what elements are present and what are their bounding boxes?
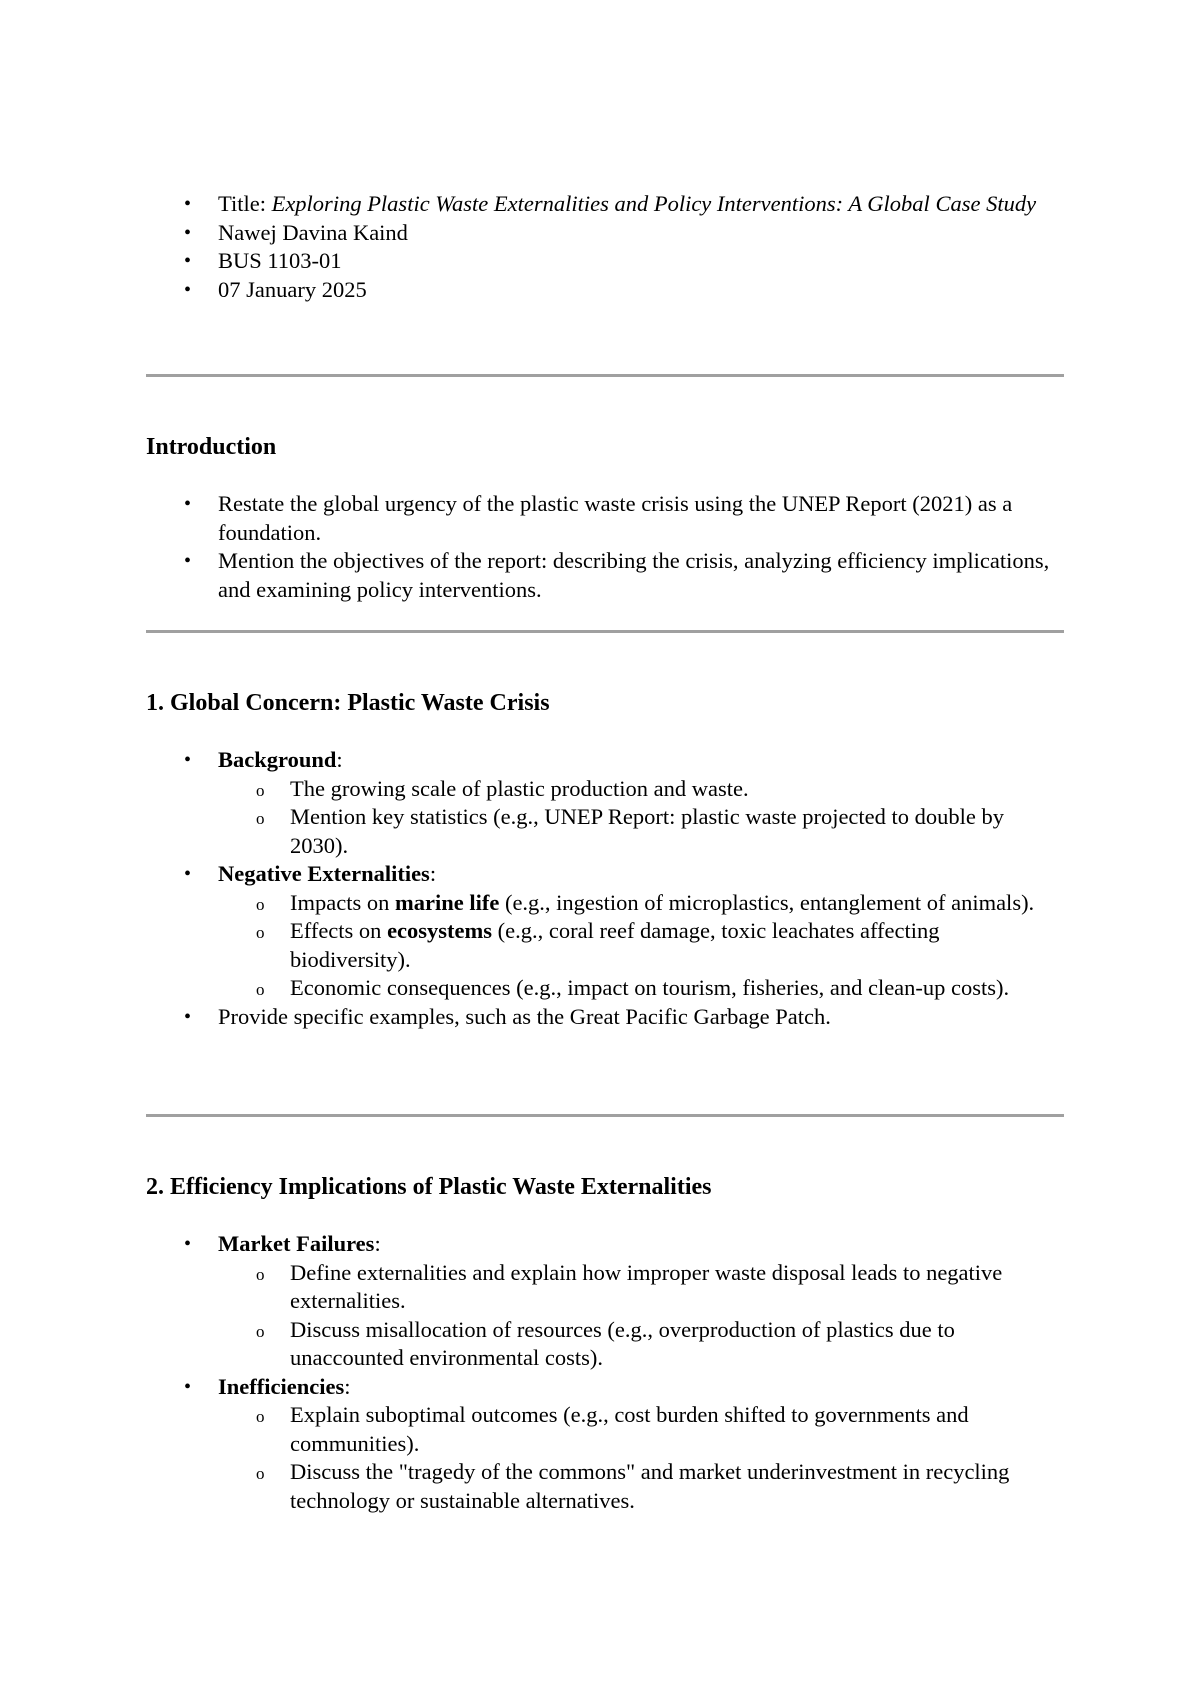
bullet-icon: • xyxy=(184,1233,192,1255)
sub-list-item-text: The growing scale of plastic production and waste. xyxy=(290,775,749,801)
header-date-item xyxy=(146,276,1064,305)
list-item xyxy=(146,490,1064,547)
sub-bullet-icon: o xyxy=(256,809,265,828)
sub-bullet-icon: o xyxy=(256,1407,265,1426)
sub-list-item-text: Mention key statistics (e.g., UNEP Report: plastic waste projected to double by 2030). xyxy=(290,804,1005,858)
bullet-icon: • xyxy=(184,221,192,244)
bullet-icon: • xyxy=(184,493,192,515)
bullet-icon: • xyxy=(184,863,192,885)
market-sublist xyxy=(146,1259,1064,1373)
sub-list-item xyxy=(146,803,1064,860)
header-title-item xyxy=(146,190,1064,219)
list-item: • Background: o The growing scale of plastic production and waste. o Mention key statistics (e.g., UNEP Report: plastic waste projected to double by 2030). xyxy=(146,746,1064,860)
section2-heading: 2. Efficiency Implications of Plastic Waste Externalities xyxy=(146,1174,712,1200)
inefficiencies-sublist xyxy=(146,1401,1064,1515)
author-name: Nawej Davina Kaind xyxy=(218,219,408,245)
bullet-icon: • xyxy=(184,1005,192,1028)
sub-bullet-icon: o xyxy=(256,894,265,914)
sub-list-item-text: Discuss the "tragedy of the commons" and market underinvestment in recycling technology or sustainable alternatives. xyxy=(290,1459,1010,1513)
list-item-text: Mention the objectives of the report: describing the crisis, analyzing efficiency implications, and examining policy interventions. xyxy=(218,548,1050,602)
header-list xyxy=(146,190,1064,304)
list-item: • Inefficiencies: o Explain suboptimal outcomes (e.g., cost burden shifted to governments and communities). o Discuss the "tragedy of the commons" and market underinvestment in recycling technology or sustainable alternatives. xyxy=(146,1373,1064,1516)
list-item xyxy=(146,1003,1064,1032)
bullet-icon: • xyxy=(184,250,192,272)
list-item-text: Provide specific examples, such as the Great Pacific Garbage Patch. xyxy=(218,1003,831,1029)
negative-sublist xyxy=(146,889,1064,1003)
bullet-icon: • xyxy=(184,278,192,301)
list-item-text: Restate the global urgency of the plastic waste crisis using the UNEP Report (2021) as a foundation. xyxy=(218,491,1013,545)
sub-bullet-icon: o xyxy=(256,980,265,999)
bullet-icon: • xyxy=(184,550,192,572)
sub-bullet-icon: o xyxy=(256,1464,265,1483)
list-item: • Negative Externalities: o Impacts on marine life (e.g., ingestion of microplastics, entanglement of animals). o Effects on ecosystems (e.g., coral reef damage, toxic leachates affecting biodiversity). o Economic consequences (e.g., impact on tourism, fisheries, and clean-up costs). xyxy=(146,860,1064,1003)
bullet-icon: • xyxy=(184,749,192,771)
sub-list-item-text: Impacts on marine life (e.g., ingestion of microplastics, entanglement of animals). xyxy=(290,889,1035,915)
bullet-icon: • xyxy=(184,1375,192,1398)
sub-list-item xyxy=(146,775,1064,804)
sub-list-item xyxy=(146,889,1064,918)
inefficiencies-label: Inefficiencies xyxy=(218,1373,345,1399)
title-label: Title: xyxy=(218,191,272,216)
report-date: 07 January 2025 xyxy=(218,276,367,302)
sub-list-item-text: Effects on ecosystems (e.g., coral reef damage, toxic leachates affecting biodiversity). xyxy=(290,918,940,972)
sub-list-item-text: Explain suboptimal outcomes (e.g., cost burden shifted to governments and communities). xyxy=(290,1402,969,1456)
report-title: Exploring Plastic Waste Externalities and Policy Interventions: A Global Case Study xyxy=(271,191,1037,216)
list-item: • Market Failures: o Define externalities and explain how improper waste disposal leads to negative externalities. o Discuss misallocation of resources (e.g., overproduction of plastics due to unaccounted environmental costs). xyxy=(146,1230,1064,1373)
sub-list-item xyxy=(146,1458,1064,1515)
sub-list-item-text: Economic consequences (e.g., impact on tourism, fisheries, and clean-up costs). xyxy=(290,975,1010,1000)
list-item xyxy=(146,547,1064,604)
sub-bullet-icon: o xyxy=(256,1264,265,1284)
sub-list-item-text: Discuss misallocation of resources (e.g., overproduction of plastics due to unaccounted environmental costs). xyxy=(290,1316,955,1370)
sub-bullet-icon: o xyxy=(256,923,265,942)
bullet-icon: • xyxy=(184,193,192,215)
header-course-item xyxy=(146,247,1064,276)
sub-list-item xyxy=(146,917,1064,974)
section2-list xyxy=(146,1230,1064,1515)
sub-list-item xyxy=(146,974,1064,1003)
sub-list-item xyxy=(146,1401,1064,1458)
course-code: BUS 1103-01 xyxy=(218,248,342,273)
intro-list xyxy=(146,490,1064,604)
intro-heading: Introduction xyxy=(146,434,277,460)
market-failures-label: Market Failures xyxy=(218,1231,375,1256)
background-sublist xyxy=(146,775,1064,861)
sub-bullet-icon: o xyxy=(256,1321,265,1341)
divider xyxy=(146,374,1064,377)
section1-heading: 1. Global Concern: Plastic Waste Crisis xyxy=(146,690,550,716)
divider xyxy=(146,630,1064,633)
section1-list xyxy=(146,746,1064,1031)
sub-list-item xyxy=(146,1316,1064,1373)
sub-list-item xyxy=(146,1259,1064,1316)
sub-bullet-icon: o xyxy=(256,780,265,800)
negative-externalities-label: Negative Externalities xyxy=(218,861,430,886)
header-author-item xyxy=(146,219,1064,248)
sub-list-item-text: Define externalities and explain how improper waste disposal leads to negative externalities. xyxy=(290,1259,1003,1313)
background-label: Background xyxy=(218,747,337,772)
divider xyxy=(146,1114,1064,1117)
